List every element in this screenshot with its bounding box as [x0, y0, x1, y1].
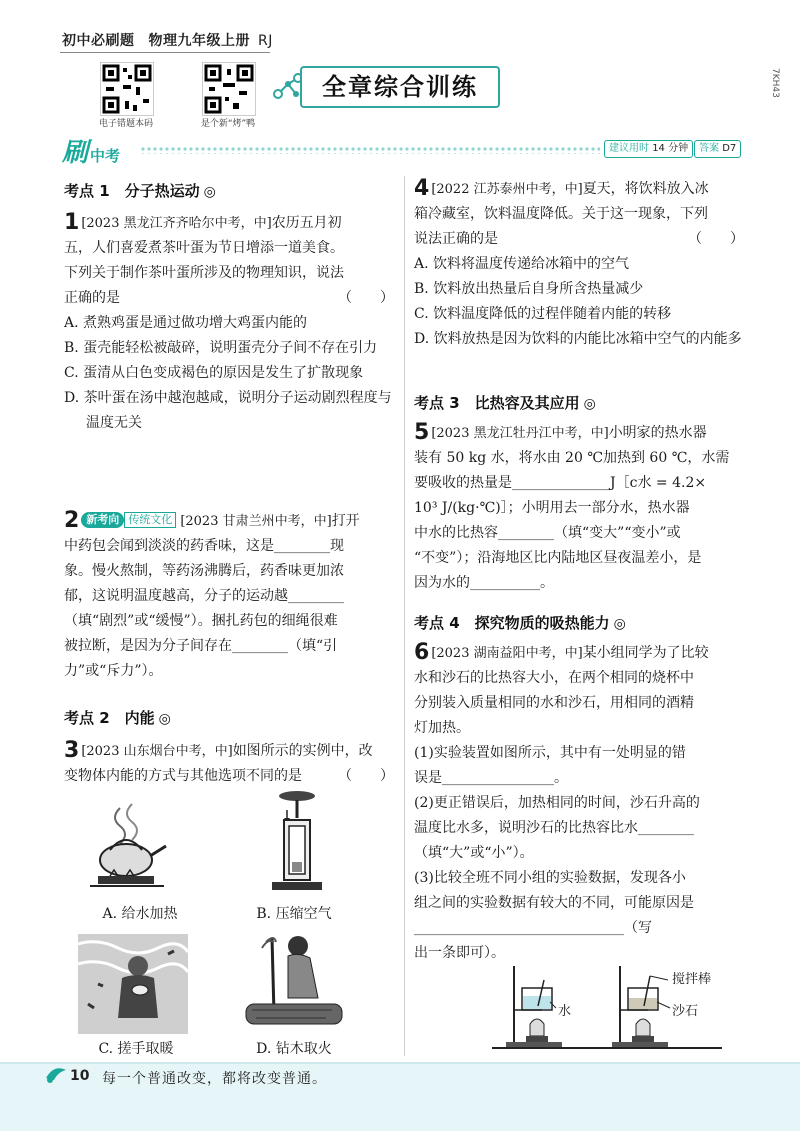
- section-heading-1: [64, 180, 216, 201]
- q4-line1: 夏天，将饮料放入冰: [582, 181, 709, 197]
- q1-line4: 正确的是: [64, 290, 120, 306]
- image-rubbing-hands: [78, 934, 188, 1038]
- question-1: [64, 210, 394, 436]
- q1-line3: 下列关于制作茶叶蛋所涉及的物理知识，说法: [64, 265, 344, 281]
- section-2-text: 考点 2 内能: [64, 709, 155, 727]
- q6-line7: (2)更正错误后，加热相同的时间，沙石升高的: [414, 795, 700, 811]
- image-drilling-wood: [232, 928, 352, 1038]
- q3-source: [2023 山东烟台中考，中]: [81, 744, 233, 759]
- question-3: [64, 738, 394, 789]
- q5-line2: 装有 50 kg 水，将水由 20 ℃加热到 60 ℃，水需: [414, 450, 730, 466]
- question-5: [414, 420, 744, 596]
- q3-line2: 变物体内能的方式与其他选项不同的是: [64, 768, 302, 784]
- q6-line3: 分别装入质量相同的水和沙石，用相同的酒精: [414, 695, 694, 711]
- q1-answer-paren[interactable]: （ ）: [338, 290, 394, 306]
- label-sand: 沙石: [672, 1004, 699, 1019]
- series-name: 初中必刷题: [62, 33, 135, 49]
- question-6: [414, 640, 744, 966]
- question-2: [64, 508, 394, 684]
- answer-ref-box: [694, 140, 741, 158]
- section-1-text: 考点 1 分子热运动: [64, 182, 200, 200]
- target-icon: ◎: [158, 711, 171, 727]
- q1-line1: 农历五月初: [271, 215, 342, 231]
- q1-stem: [64, 210, 394, 311]
- qr-right-caption: 是个新“烤”鸭: [200, 119, 256, 129]
- q2-line7: 力”或“斥力”）。: [64, 663, 163, 679]
- brush-main: 刷: [62, 138, 89, 168]
- q4-source: [2022 江苏泰州中考，中]: [431, 182, 583, 197]
- q4-number: 4: [414, 176, 430, 201]
- suggested-time-box: [604, 140, 693, 158]
- answer-label: 答案: [699, 143, 719, 154]
- q4-line2: 箱冷藏室，饮料温度降低。关于这一现象，下列: [414, 206, 708, 222]
- q5-line1: 小明家的热水器: [608, 425, 707, 441]
- caption-c: C. 搓手取暖: [98, 1041, 174, 1057]
- label-water: 水: [558, 1004, 572, 1019]
- target-icon: ◎: [583, 396, 596, 412]
- q4-answer-paren[interactable]: （ ）: [688, 231, 744, 247]
- section-3-text: 考点 3 比热容及其应用: [414, 394, 580, 412]
- q6-line12: ______________________________（写: [414, 920, 652, 936]
- q3-line1: 如图所示的实例中，改: [232, 743, 373, 759]
- q6-line10: (3)比较全班不同小组的实验数据，发现各小: [414, 870, 686, 886]
- column-divider: [404, 176, 405, 1056]
- q5-line6: “不变”）；沿海地区比内陆地区昼夜温差小，是: [414, 550, 702, 566]
- header-underline: [60, 52, 270, 53]
- q3-stem: [64, 738, 394, 789]
- series-header: [62, 30, 273, 50]
- footer-top-bar: [0, 1062, 800, 1064]
- q2-line3: 象。慢火熬制，等药汤沸腾后，药香味更加浓: [64, 563, 344, 579]
- q6-line4: 灯加热。: [414, 720, 470, 736]
- q2-number: 2: [64, 508, 80, 533]
- qr-right-block[interactable]: [188, 62, 268, 129]
- q6-line8: 温度比水多，说明沙石的比热容比水________: [414, 820, 694, 836]
- q6-number: 6: [414, 640, 430, 665]
- brush-sub: 中考: [90, 147, 121, 165]
- q2-line6: 被拉断，是因为分子间存在________（填“引: [64, 638, 338, 654]
- q6-source: [2023 湖南益阳中考，中]: [431, 646, 583, 661]
- q4-option-b[interactable]: B. 饮料放出热量后自身所含热量减少: [414, 281, 644, 297]
- section-heading-3: [414, 392, 596, 413]
- q6-line2: 水和沙石的比热容大小，在两个相同的烧杯中: [414, 670, 694, 686]
- page-number: 10: [70, 1068, 90, 1084]
- timing-label: 建议用时: [609, 143, 649, 154]
- chapter-title: 全章综合训练: [300, 66, 500, 108]
- qr-code-icon[interactable]: [100, 62, 154, 116]
- q6-line13: 出一条即可）。: [414, 945, 505, 961]
- question-4: [414, 176, 744, 352]
- q6-line1: 某小组同学为了比较: [582, 645, 709, 661]
- edition-label: RJ: [258, 33, 273, 49]
- target-icon: ◎: [203, 184, 216, 200]
- label-stirring-rod: 搅拌棒: [672, 972, 712, 987]
- q6-stem: [414, 640, 744, 966]
- qr-left-caption: 电子错题本码: [98, 119, 153, 129]
- q1-option-d[interactable]: D. 茶叶蛋在汤中越泡越咸，说明分子运动剧烈程度与温度无关: [64, 390, 392, 431]
- side-code: 7KH43: [770, 68, 780, 98]
- q6-line11: 组之间的实验数据有较大的不同，可能原因是: [414, 895, 694, 911]
- q1-source: [2023 黑龙江齐齐哈尔中考，中]: [81, 216, 272, 231]
- culture-tag: 传统文化: [124, 512, 176, 528]
- footer-motto: 每一个普通改变，都将改变普通。: [102, 1071, 327, 1087]
- subject-name: 物理九年级上册: [148, 33, 250, 49]
- q6-line6: 误是________________。: [414, 770, 568, 786]
- q3-answer-paren[interactable]: （ ）: [338, 768, 394, 784]
- q6-line9: （填“大”或“小”）。: [414, 845, 534, 861]
- q1-number: 1: [64, 210, 80, 235]
- q5-line7: 因为水的__________。: [414, 575, 554, 591]
- q1-option-b[interactable]: B. 蛋壳能轻松被敲碎，说明蛋壳分子间不存在引力: [64, 340, 378, 356]
- section-heading-4: [414, 612, 626, 633]
- q5-line4: 10³ J/(kg·℃)］；小明用去一部分水，热水器: [414, 500, 690, 516]
- q2-line2: 中药包会闻到淡淡的药香味，这是________现: [64, 538, 344, 554]
- q5-line5: 中水的比热容________（填“变大”“变小”或: [414, 525, 681, 541]
- q1-option-c[interactable]: C. 蛋清从白色变成褐色的原因是发生了扩散现象: [64, 365, 364, 381]
- caption-a: A. 给水加热: [102, 906, 178, 922]
- image-kettle: [80, 798, 170, 902]
- q2-source: [2023 甘肃兰州中考，中]: [180, 514, 332, 529]
- q1-option-a[interactable]: A. 煮熟鸡蛋是通过做功增大鸡蛋内能的: [64, 315, 308, 331]
- section-heading-2: [64, 707, 171, 728]
- q6-line5: (1)实验装置如图所示，其中有一处明显的错: [414, 745, 686, 761]
- section-brush-label: [62, 132, 120, 169]
- q4-stem: [414, 176, 744, 252]
- target-icon: ◎: [613, 616, 626, 632]
- image-fire-syringe: [262, 788, 332, 904]
- q3-number: 3: [64, 738, 80, 763]
- section-4-text: 考点 4 探究物质的吸热能力: [414, 614, 610, 632]
- new-trend-badge: 新考向: [81, 512, 124, 528]
- q4-option-a[interactable]: A. 饮料将温度传递给冰箱中的空气: [414, 256, 630, 272]
- q2-line4: 郁，这说明温度越高，分子的运动越________: [64, 588, 344, 604]
- caption-d: D. 钻木取火: [256, 1041, 332, 1057]
- qr-code-icon[interactable]: [202, 62, 256, 116]
- q2-line5: （填“剧烈”或“缓慢”）。捆扎药包的细绳很难: [64, 613, 338, 629]
- q5-line3: 要吸收的热量是______________J［c水 = 4.2×: [414, 475, 707, 491]
- q4-option-c[interactable]: C. 饮料温度降低的过程伴随着内能的转移: [414, 306, 672, 322]
- q2-line1: 打开: [331, 513, 360, 529]
- q4-option-d[interactable]: D. 饮料放热是因为饮料的内能比冰箱中空气的内能多: [414, 331, 742, 347]
- timing-value: 14 分钟: [652, 143, 689, 154]
- q4-line3: 说法正确的是: [414, 231, 498, 247]
- qr-left-block[interactable]: [86, 62, 166, 129]
- q2-stem: [64, 508, 394, 684]
- q1-line2: 五，人们喜爱煮茶叶蛋为节日增添一道美食。: [64, 240, 344, 256]
- footer-logo-icon: [44, 1066, 68, 1088]
- q5-source: [2023 黑龙江牡丹江中考，中]: [431, 426, 609, 441]
- q5-stem: [414, 420, 744, 596]
- dotted-divider: [140, 146, 600, 154]
- answer-page: D7: [722, 143, 737, 154]
- q5-number: 5: [414, 420, 430, 445]
- caption-b: B. 压缩空气: [256, 906, 332, 922]
